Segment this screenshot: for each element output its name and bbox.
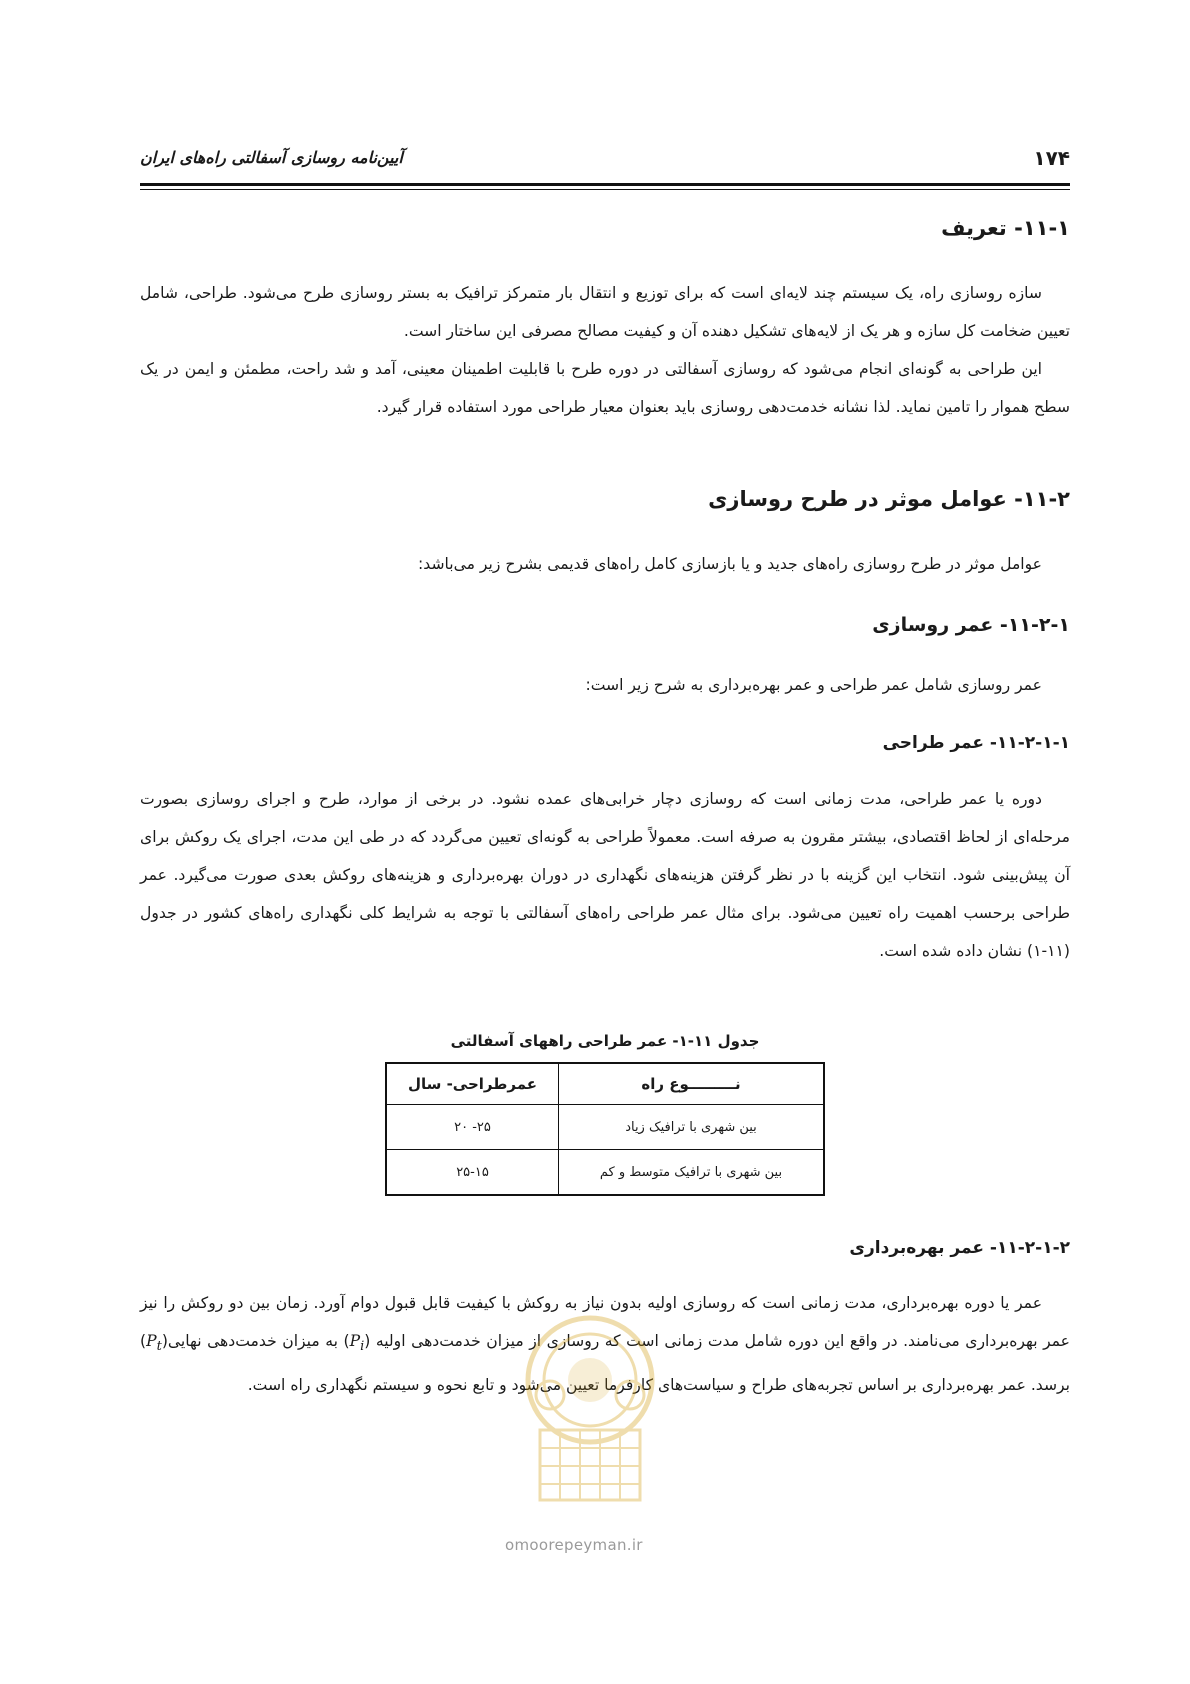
table-cell: بین شهری با ترافیک زیاد [559,1105,825,1150]
running-title: آیین‌نامه روسازی آسفالتی راه‌های ایران [140,148,403,167]
table-header-row [386,1063,824,1105]
text-run: عمر یا دوره بهره‌برداری، مدت زمانی است که روسازی اولیه بدون نیاز به روکش با کیفیت قابل قبول دوام آورد. زمان بین دو روکش را نیز عمر بهره‌برداری می‌نامند. در واقع این دوره شامل مدت زمانی است که روسازی از میزان خدمت‌دهی اولیه ( [140,1294,1070,1350]
header-divider [140,183,1070,186]
paragraph: این طراحی به گونه‌ای انجام می‌شود که روسازی آسفالتی در دوره طرح با قابلیت اطمینان معینی، آمد و شد راحت، مطمئن و ایمن در یک سطح هموار را تامین نماید. لذا نشانه خدمت‌دهی روسازی باید بعنوان معیار طراحی مورد استفاده قرار گیرد. [140,360,1070,416]
paragraph: سازه روسازی راه، یک سیستم چند لایه‌ای است که برای توزیع و انتقال بار متمرکز ترافیک به بستر روسازی طرح می‌شود. طراحی، شامل تعیین ضخامت کل سازه و هر یک از لایه‌های تشکیل دهنده آن و کیفیت مصالح مصرفی این ساختار است. [140,284,1070,340]
column-header: نـــــــــوع راه [559,1063,825,1105]
section-heading: ۱۱-۲- عوامل موثر در طرح روسازی [708,487,1070,511]
subsection-heading: ۱۱-۲-۱- عمر روسازی [872,614,1070,636]
design-life-text [140,780,1070,970]
paragraph: عمر روسازی شامل عمر طراحی و عمر بهره‌برداری به شرح زیر است: [585,676,1042,694]
symbol-pi: $P_i$ [349,1332,365,1355]
section-11-1 [140,216,1070,240]
column-header: عمرطراحی- سال [386,1063,559,1105]
section-heading: ۱۱-۱- تعریف [941,216,1070,240]
page-header [140,146,1070,176]
paragraph: دوره یا عمر طراحی، مدت زمانی است که روسازی دچار خرابی‌های عمده نشود. در برخی از موارد، طرح و اجرای روسازی بصورت مرحله‌ای از لحاظ اقتصادی، بیشتر مقرون به صرفه است. معمولاً طراحی به گونه‌ای تعیین می‌گردد که در طی این مدت، اجرای یک روکش برای آن پیش‌بینی شود. انتخاب این گزینه با در نظر گرفتن هزینه‌های نگهداری در دوران بهره‌برداری و هزینه‌های روکش بعدی صورت می‌گیرد. عمر طراحی برحسب اهمیت راه تعیین می‌شود. برای مثال عمر طراحی راه‌های آسفالتی با توجه به شرایط کلی نگهداری راه‌های کشور در جدول (۱۱-۱) نشان داده شده است. [140,790,1070,960]
text-run: ) به میزان خدمت‌دهی نهایی( [161,1332,350,1350]
section-11-2 [140,487,1070,511]
section-11-2-1 [140,614,1070,636]
table-row [386,1105,824,1150]
design-life-table [385,1062,825,1196]
table-row [386,1150,824,1196]
table-cell: ۲۵- ۲۰ [386,1105,559,1150]
section-11-2-1-2 [140,1238,1070,1258]
page-number: ۱۷۴ [1033,146,1070,170]
definition-text [140,274,1070,426]
table-cell: بین شهری با ترافیک متوسط و کم [559,1150,825,1196]
factors-intro [140,545,1070,583]
paragraph: عوامل موثر در طرح روسازی راه‌های جدید و یا بازسازی کامل راه‌های قدیمی بشرح زیر می‌باشد: [418,555,1042,573]
seal-logo-icon [490,1300,690,1530]
subsubsection-heading: ۱۱-۲-۱-۲- عمر بهره‌برداری [849,1238,1070,1258]
table-cell: ۲۵-۱۵ [386,1150,559,1196]
symbol-pt: $P_t$ [146,1332,162,1355]
header-divider-thin [140,189,1070,190]
text-run: ) برسد. عمر بهره‌برداری بر اساس تجربه‌های طراح و سیاست‌های کارفرما تعیین می‌شود و تابع نحوه و سیستم نگهداری راه است. [140,1332,1070,1395]
pavement-life-intro [140,666,1070,704]
watermark-site: omoorepeyman.ir [505,1536,643,1554]
section-11-2-1-1 [140,733,1070,753]
subsubsection-heading: ۱۱-۲-۱-۱- عمر طراحی [882,733,1070,753]
table-caption: جدول ۱۱-۱- عمر طراحی راههای آسفالتی [450,1032,760,1050]
